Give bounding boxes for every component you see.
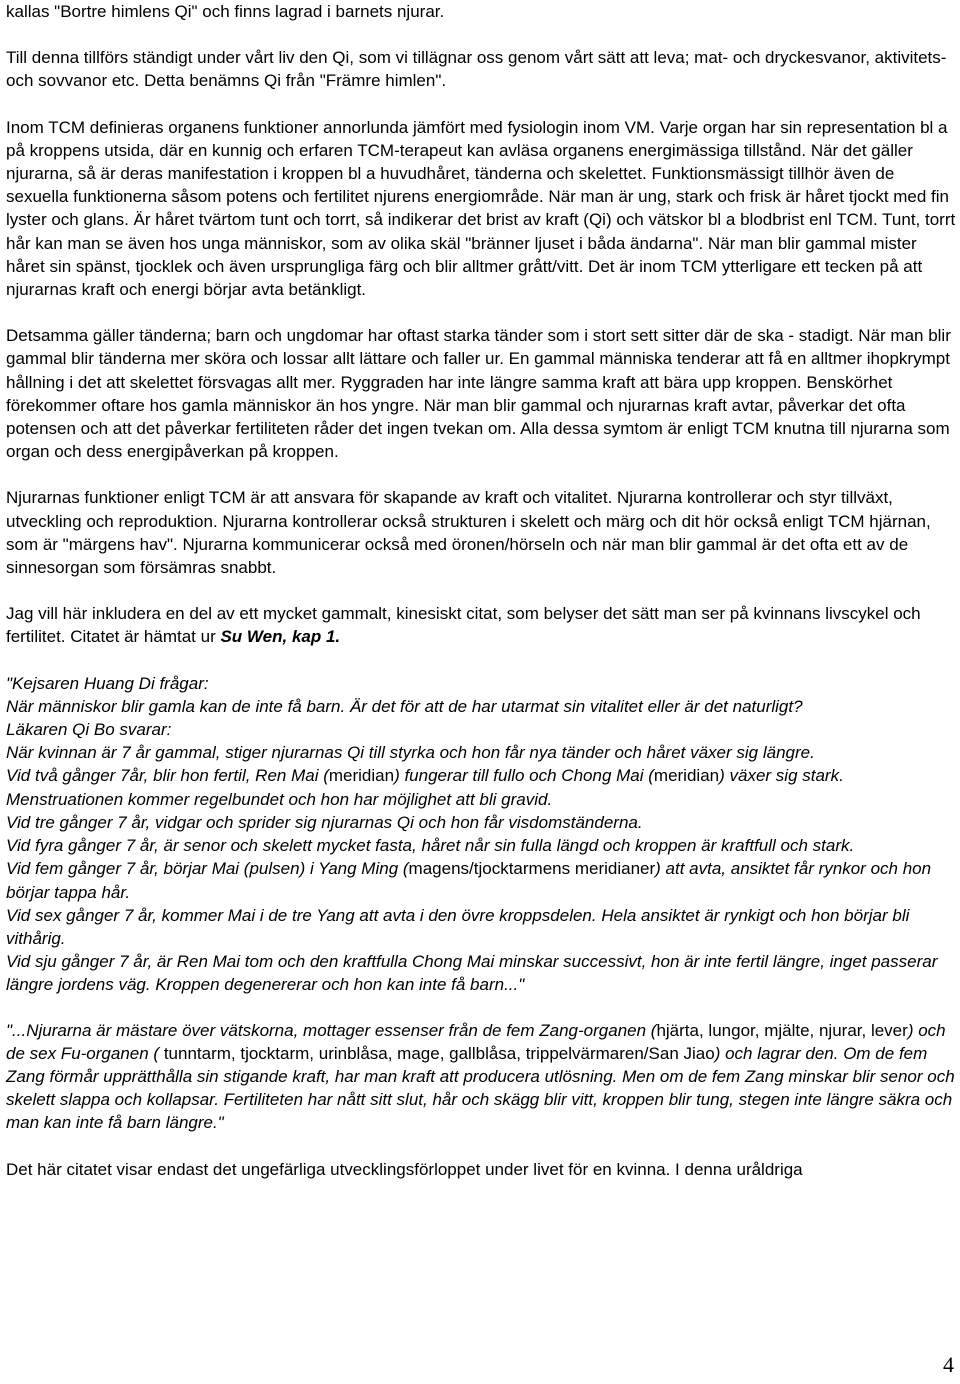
quote-fragment: ) och de sex Fu-organen ( [6,1020,946,1063]
quote-source: Su Wen, kap 1. [220,627,341,647]
paragraph-kidney-functions: Njurarnas funktioner enligt TCM är att ansvara för skapande av kraft och vitalitet. Njurarna kontrollerar och styr tillväxt, utveckling och reproduktion. Njurarna kontrollerar också strukturen i skelett och märg och dit hör också enligt TCM hjärnan, som är "märgens hav". Njurarna kommunicerar också med öronen/hörseln och när man blir gammal är det ofta ett av de sinnesorgan som försämras snabbt. [6,488,931,578]
paragraph-organ-functions [6,116,956,302]
organ-functions-body: Varje organ har sin representation bl a på kroppens utsida, där en kunnig och erfaren TCM-terapeut kan avläsa organens energimässiga tillstånd. När det gäller njurarna, så är deras manifestation i kroppen bl a huvudhåret, tänderna och skelettet. Funktionsmässigt tillhör även de sexuella funktionerna såsom potens och fertilitet njurens energiområde. När man är ung, stark och frisk är håret tjockt med fin lyster och glans. Är håret tvärtom tunt och torrt, så indikerar det brist av kraft (Qi) och vätskor bl a blodbrist enl TCM. Tunt, torrt hår kan man se även hos unga människor, som av olika skäl "bränner ljuset i båda ändarna". När man blir gammal mister håret sin spänst, tjocklek och även ursprungliga färg och blir alltmer grått/vitt. Det är inom TCM ytterligare ett tecken på att njurarnas kraft och energi börjar avta betänkligt. [6,117,956,300]
quote-fragment: meridian [328,766,395,786]
quote-fragment: Vid fem gånger 7 år, börjar Mai (pulsen) i Yang Ming ( [6,859,409,879]
document-page [6,0,956,1181]
quote-line: Vid fyra gånger 7 år, är senor och skelett mycket fasta, håret når sin fulla längd och kroppen är kraftfull och stark. [6,836,855,856]
organ-functions-lead: Inom TCM definieras organens funktioner annorlunda jämfört med fysiologin inom VM. [6,117,655,137]
quote-fragment: meridian [653,766,720,786]
quote-fragment: ) och lagrar den. Om de fem Zang förmår upprätthålla sin stigande kraft, har man kraft att producera utlösning. Men om de fem Zang minskar blir senor och skelett slappa och kollapsar. Fertiliteten har nått sitt slut, hår och skägg blir vitt, kroppen blir tung, stegen inte längre säkra och man kan inte få barn längre." [6,1043,955,1133]
zang-fu-quote [6,1019,956,1135]
quote-line: "Kejsaren Huang Di frågar: [6,673,209,693]
quote-line: Vid tre gånger 7 år, vidgar och sprider sig njurarnas Qi och hon får visdomständerna. [6,812,643,832]
quote-line [6,857,956,903]
quote-fragment: tunntarm, tjocktarm, urinblåsa, mage, gallblåsa, trippelvärmaren/San Jiao [163,1043,715,1063]
quote-fragment: ) fungerar till fullo och Chong Mai ( [394,766,654,786]
quote-intro-text: Jag vill här inkludera en del av ett mycket gammalt, kinesiskt citat, som belyser det sätt man ser på kvinnans livscykel och fertilitet. Citatet är hämtat ur [6,604,921,647]
paragraph-teeth: Detsamma gäller tänderna; barn och ungdomar har oftast starka tänder som i stort sett sitter där de ska - stadigt. När man blir gammal blir tänderna mer sköra och lossar allt lättare och faller ur. En gammal människa tenderar att få en alltmer ihopkrympt hållning i det att skelettet försvagas allt mer. Ryggraden har inte längre samma kraft att bära upp kroppen. Benskörhet förekommer oftare hos gamla människor än hos yngre. När man blir gammal och njurarnas kraft avtar, påverkar det ofta potensen och att det påverkar fertiliteten råder det ingen tvekan om. Alla dessa symtom är enligt TCM knutna till njurarna som organ och dess energipåverkan på kroppen. [6,326,951,462]
quote-fragment: ) växer sig stark. Menstruationen kommer regelbundet och hon har möjlighet att bli gravid. [6,766,844,809]
quote-line [6,764,956,810]
quote-line: Läkaren Qi Bo svarar: [6,720,172,740]
paragraph-intro: kallas "Bortre himlens Qi" och finns lagrad i barnets njurar. [6,2,445,21]
su-wen-quote [6,672,956,997]
quote-fragment: ) att avta, ansiktet får rynkor och hon börjar tappa hår. [6,859,932,902]
quote-line: Vid sex gånger 7 år, kommer Mai i de tre Yang att avta i den övre kroppsdelen. Hela ansiktet är rynkigt och hon börjar bli vithårig. [6,905,910,948]
page-number: 4 [943,1352,954,1377]
quote-line: Vid sju gånger 7 år, är Ren Mai tom och den kraftfulla Chong Mai minskar successivt, hon är inte fertil längre, inget passerar längre jordens väg. Kroppen degenererar och hon kan inte få barn..." [6,952,938,995]
quote-line: När kvinnan är 7 år gammal, stiger njurarnas Qi till styrka och hon får nya tänder och håret växer sig längre. [6,743,815,763]
quote-fragment: hjärta, lungor, mjälte, njurar, lever [656,1020,908,1040]
quote-fragment: magens/tjocktarmens meridianer [408,859,656,879]
paragraph-front-heaven: Till denna tillförs ständigt under vårt liv den Qi, som vi tillägnar oss genom vårt sätt att leva; mat- och dryckesvanor, aktivitets- och sovvanor etc. Detta benämns Qi från "Främre himlen". [6,48,947,91]
paragraph-closing: Det här citatet visar endast det ungefärliga utvecklingsförloppet under livet för en kvinna. I denna uråldriga [6,1159,803,1179]
quote-fragment: Vid två gånger 7år, blir hon fertil, Ren Mai ( [6,766,329,786]
paragraph-quote-intro [6,602,956,648]
quote-fragment: "...Njurarna är mästare över vätskorna, mottager essenser från de fem Zang-organen ( [6,1020,657,1040]
quote-line: När människor blir gamla kan de inte få barn. Är det för att de har utarmat sin vitalitet eller är det naturligt? [6,696,803,716]
